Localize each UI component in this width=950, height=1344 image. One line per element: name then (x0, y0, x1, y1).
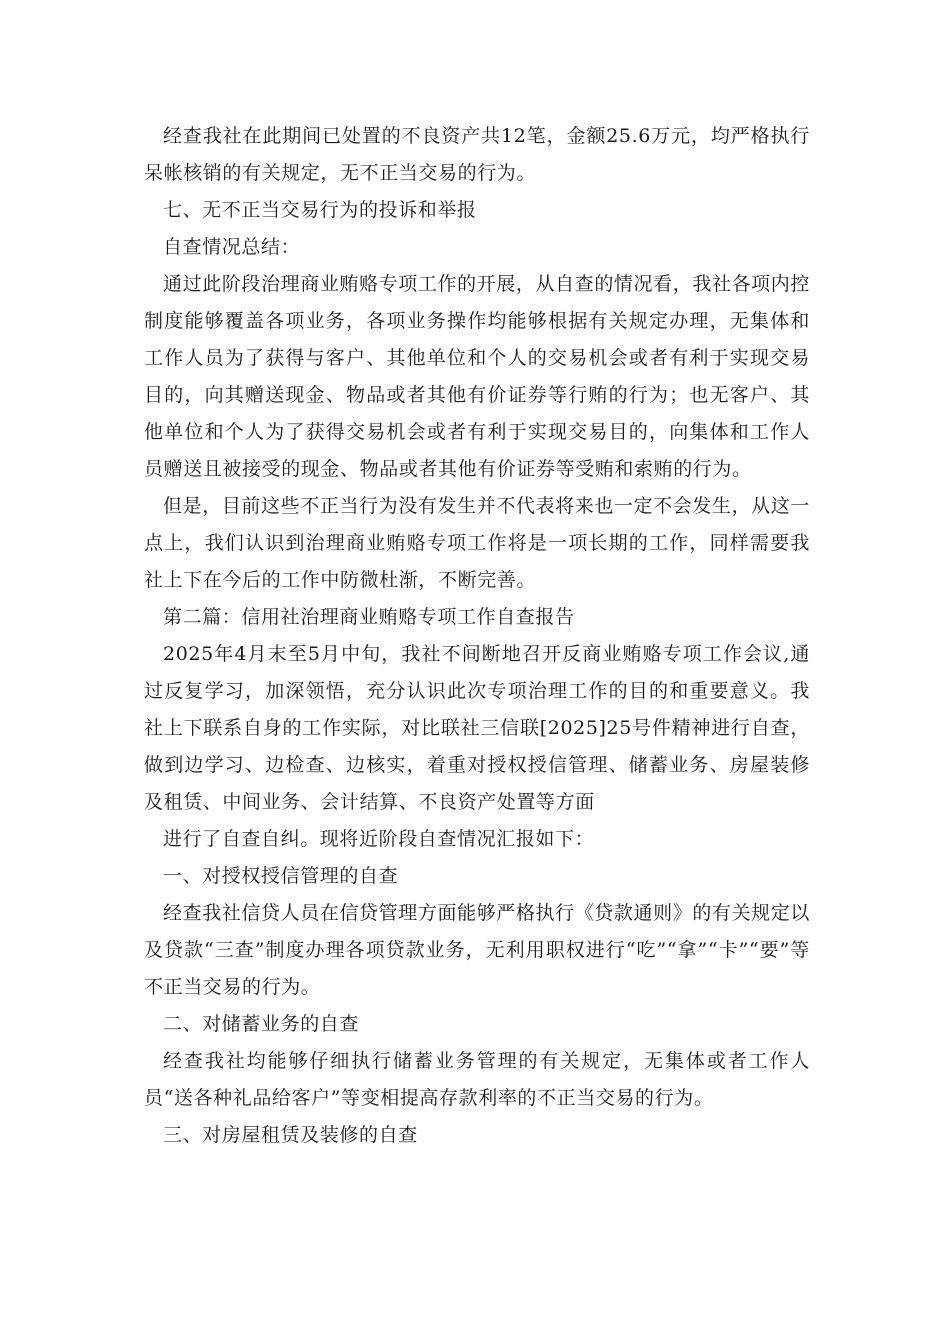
heading-summary: 自查情况总结： (163, 236, 301, 258)
document-body (144, 118, 810, 1154)
paragraph-intro: 2025年4月末至5月中旬，我社不间断地召开反商业贿赂专项工作会议,通过反复学习，加深领悟，充分认识此次专项治理工作的目的和重要意义。我社上下联系自身的工作实际，对比联社三信联[2025]25号件精神进行自查，做到边学习、边检查、边核实，着重对授权授信管理、储蓄业务、房屋装修及租赁、中间业务、会计结算、不良资产处置等方面 (144, 643, 810, 813)
heading-savings: 二、对储蓄业务的自查 (163, 1013, 360, 1035)
paragraph-conclusion: 但是，目前这些不正当行为没有发生并不代表将来也一定不会发生，从这一点上，我们认识到治理商业贿赂专项工作将是一项长期的工作，同样需要我社上下在今后的工作中防微杜渐，不断完善。 (144, 495, 810, 591)
paragraph-bad-assets: 经查我社在此期间已处置的不良资产共12笔，金额25.6万元，均严格执行呆帐核销的有关规定，无不正当交易的行为。 (144, 125, 810, 184)
paragraph-savings: 经查我社均能够仔细执行储蓄业务管理的有关规定，无集体或者工作人员“送各种礼品给客户”等变相提高存款利率的不正当交易的行为。 (144, 1050, 810, 1109)
paragraph-report-lead: 进行了自查自纠。现将近阶段自查情况汇报如下： (163, 828, 595, 850)
paragraph-credit-authorization: 经查我社信贷人员在信贷管理方面能够严格执行《贷款通则》的有关规定以及贷款“三查”制度办理各项贷款业务，无利用职权进行“吃”“拿”“卡”“要”等不正当交易的行为。 (144, 902, 810, 998)
heading-part-2: 第二篇：信用社治理商业贿赂专项工作自查报告 (163, 606, 575, 628)
heading-section-7: 七、无不正当交易行为的投诉和举报 (163, 199, 477, 221)
paragraph-summary: 通过此阶段治理商业贿赂专项工作的开展，从自查的情况看，我社各项内控制度能够覆盖各项业务，各项业务操作均能够根据有关规定办理，无集体和工作人员为了获得与客户、其他单位和个人的交易机会或者有利于实现交易目的，向其赠送现金、物品或者其他有价证券等行贿的行为；也无客户、其他单位和个人为了获得交易机会或者有利于实现交易目的，向集体和工作人员赠送且被接受的现金、物品或者其他有价证券等受贿和索贿的行为。 (144, 273, 810, 480)
heading-housing: 三、对房屋租赁及装修的自查 (163, 1124, 418, 1146)
heading-credit-authorization: 一、对授权授信管理的自查 (163, 865, 399, 887)
